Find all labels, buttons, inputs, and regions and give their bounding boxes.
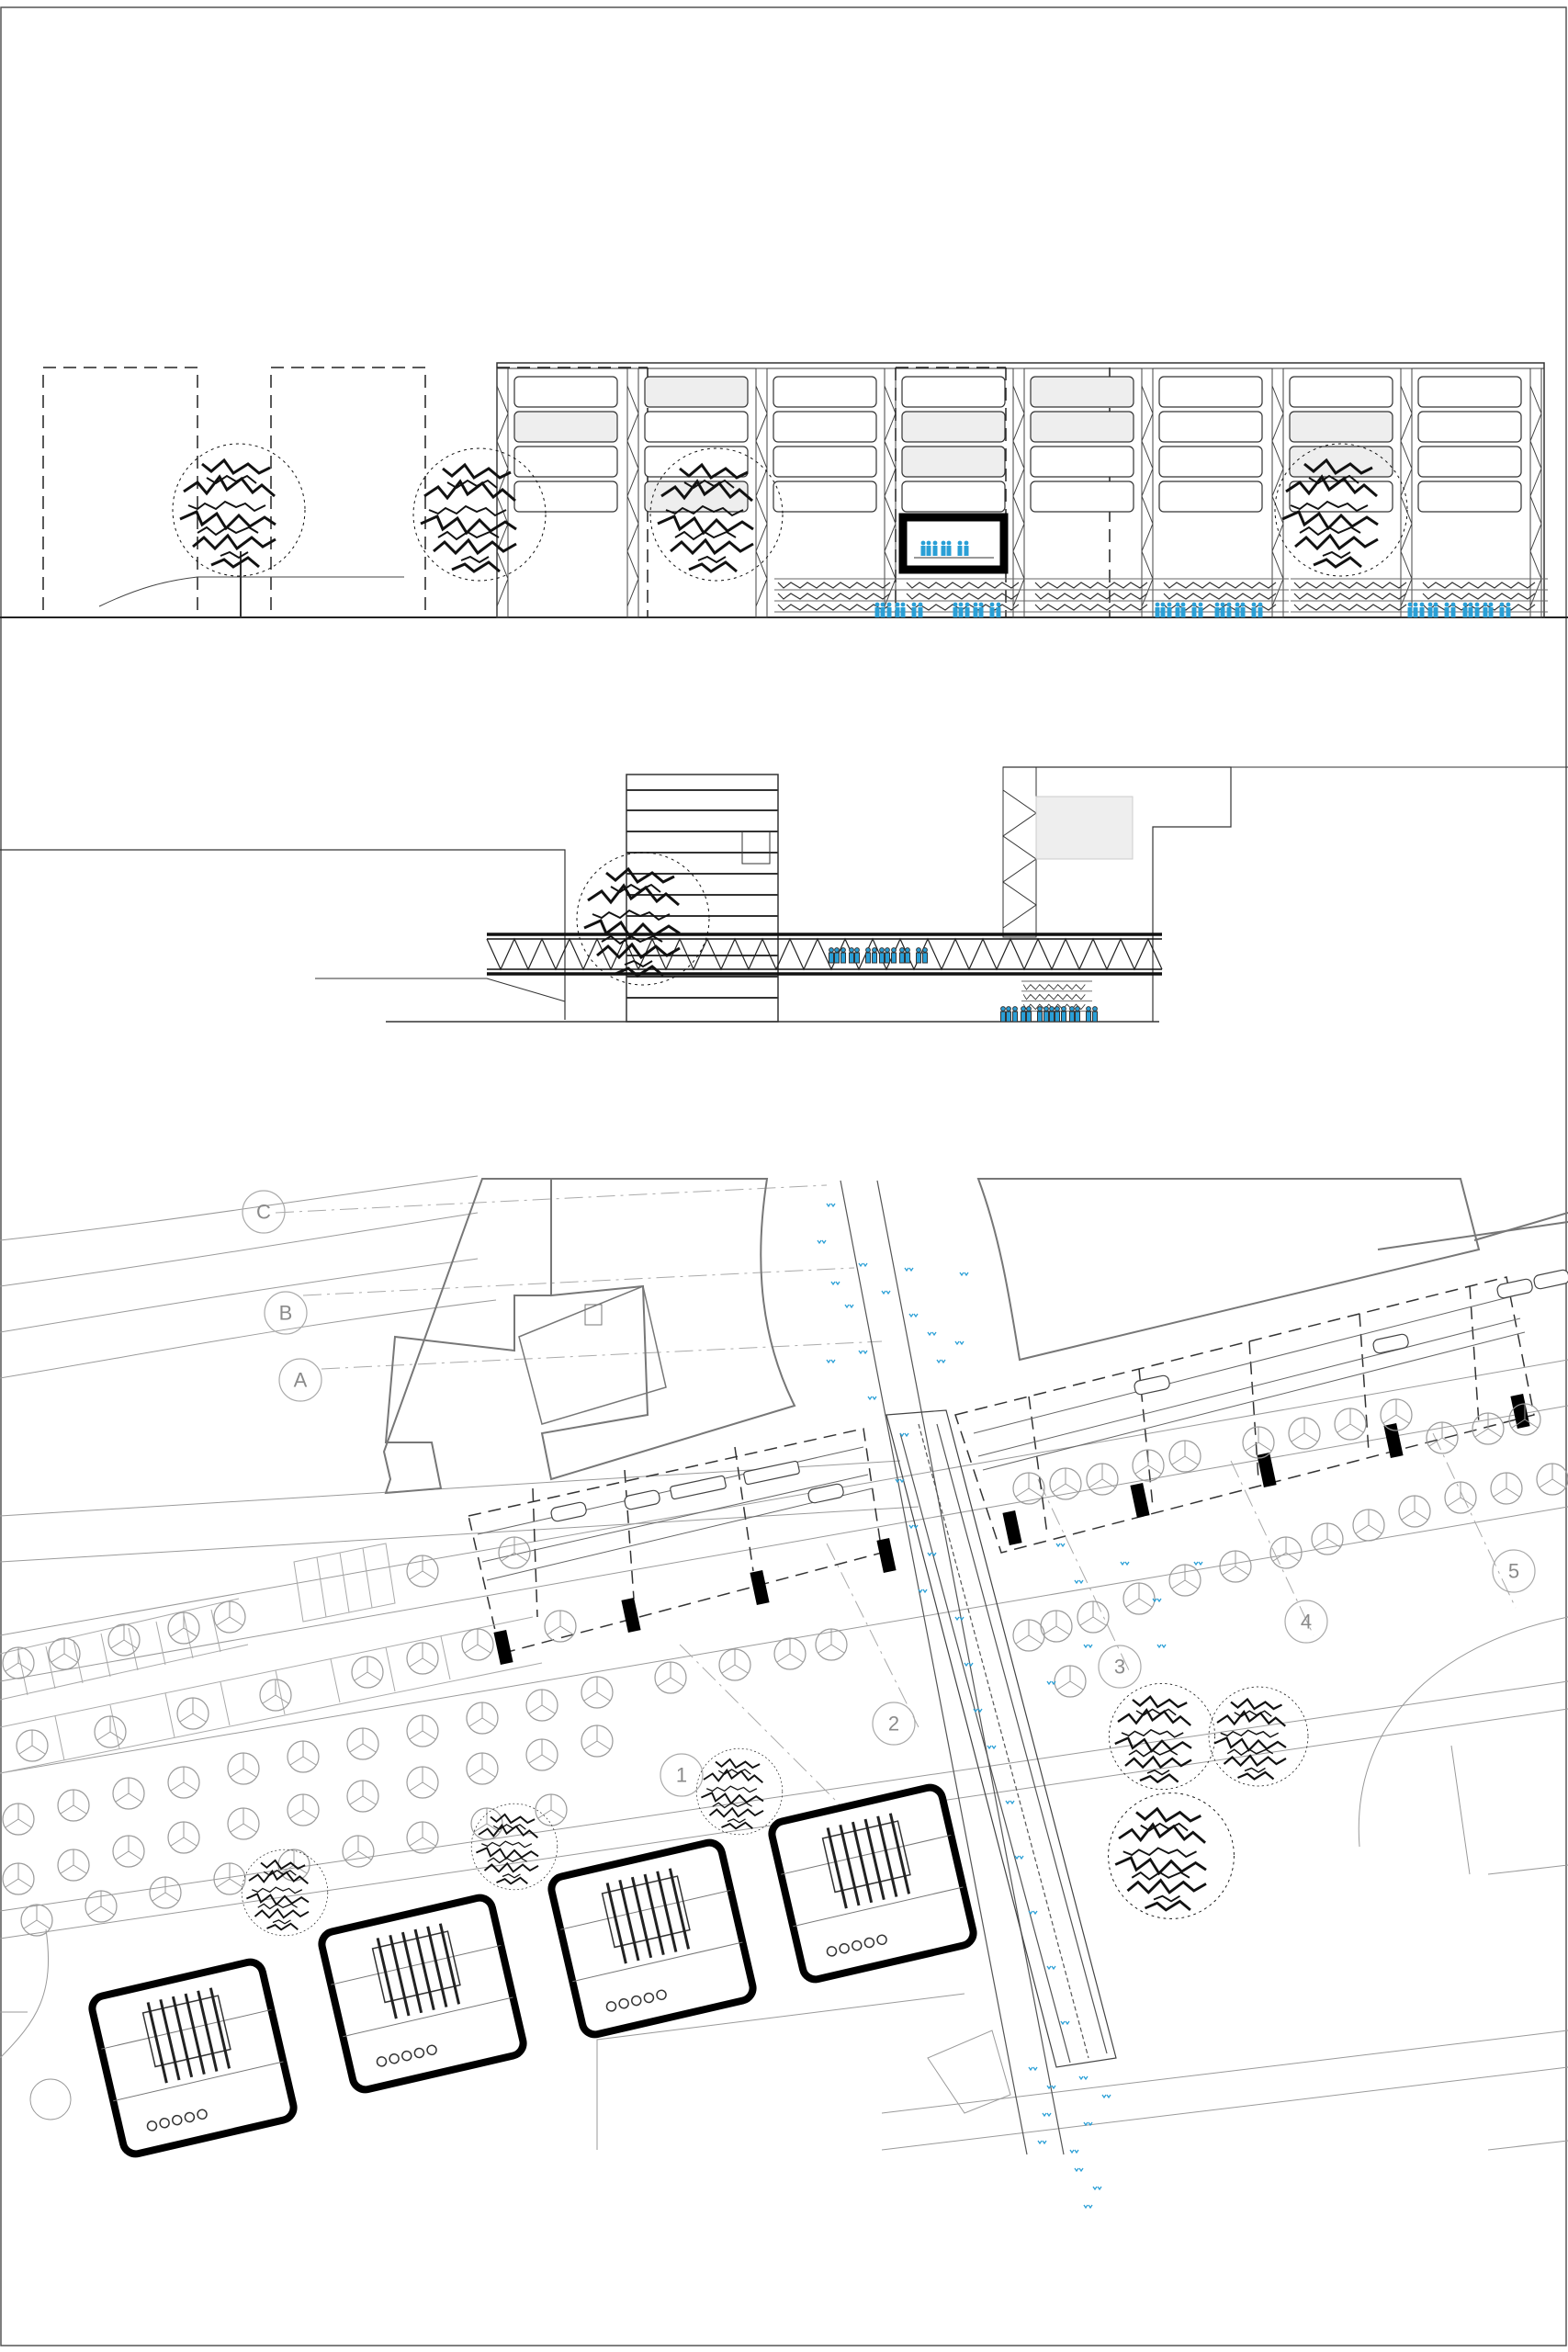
people-ground: [1156, 603, 1203, 617]
section-left-ground: [0, 850, 565, 1020]
axis-label-2: 2: [887, 1712, 900, 1736]
dashed-frame: [271, 368, 425, 617]
axis-label-4: 4: [1300, 1610, 1313, 1634]
bridge-plan: [840, 1181, 1116, 2154]
bike-rack: [903, 579, 1032, 612]
dashed-frame: [43, 368, 197, 617]
terrain-line: [99, 577, 404, 606]
people-on-bridge: [880, 948, 928, 963]
bike-rack: [774, 579, 903, 612]
long-elevation: [0, 363, 1568, 617]
grid-axis-labels: [243, 1191, 1535, 1796]
site-plan: [0, 1176, 1568, 2208]
grey-panel: [1036, 797, 1133, 859]
grid-axes: [276, 1185, 1516, 1838]
bike-rack: [1160, 579, 1289, 612]
tree: [696, 1748, 783, 1835]
vehicles: [550, 1269, 1568, 1522]
bike-rack: [1419, 579, 1548, 612]
tree: [1109, 1793, 1235, 1919]
cross-section: [0, 767, 1568, 1022]
bridge-truss: [487, 934, 1162, 974]
people-ground: [875, 603, 923, 617]
tree: [577, 853, 709, 985]
people-ground: [1215, 603, 1263, 617]
tree: [471, 1804, 558, 1890]
axis-label-5: 5: [1507, 1559, 1520, 1583]
people-in-bridge: [921, 541, 969, 556]
bridge-section-box: [903, 517, 1004, 570]
axis-label-3: 3: [1113, 1655, 1126, 1679]
parking-bays: [0, 1544, 542, 1773]
pedestrian-marks: [818, 1204, 1202, 2208]
people-ground: [1463, 603, 1511, 617]
tree: [1209, 1687, 1308, 1786]
section-slope: [315, 978, 565, 1001]
bike-shelter: [549, 1840, 756, 2037]
axis-label-b: B: [278, 1301, 293, 1325]
tree: [173, 444, 305, 617]
bike-shelter: [770, 1785, 976, 1982]
bike-rack: [1032, 579, 1160, 612]
bike-shelter: [320, 1895, 526, 2092]
people-on-bridge: [829, 948, 877, 963]
axis-label-c: C: [256, 1200, 271, 1224]
bike-rack: [1291, 579, 1419, 612]
bike-shelter: [90, 1960, 297, 2156]
people-ground: [1001, 1007, 1049, 1022]
people-ground: [1050, 1007, 1098, 1022]
axis-label-1: 1: [675, 1763, 688, 1787]
axis-label-a: A: [293, 1368, 308, 1392]
people-ground: [953, 603, 1001, 617]
people-ground: [1408, 603, 1456, 617]
